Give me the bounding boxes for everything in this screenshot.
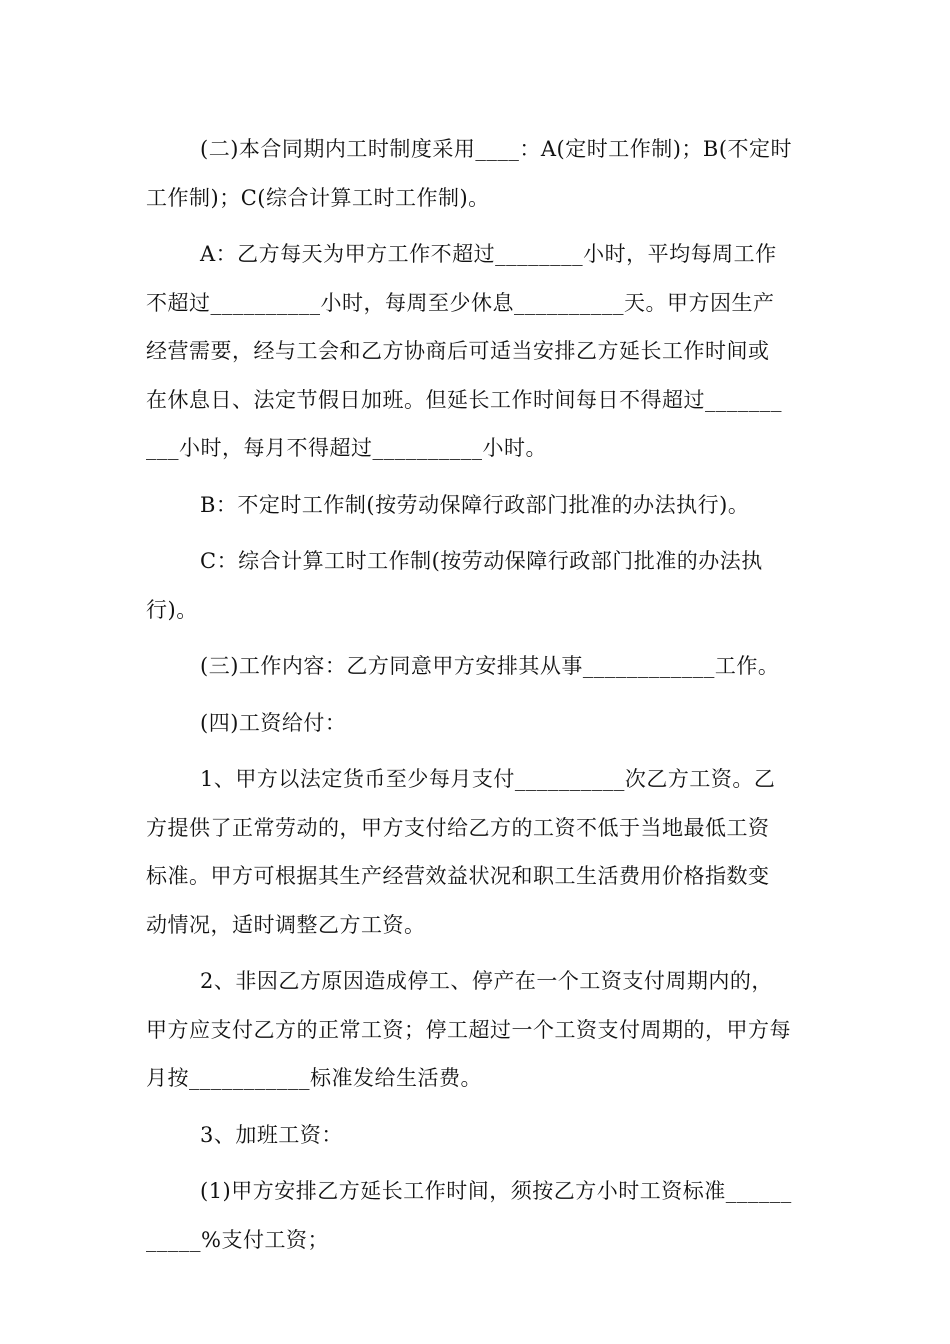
text-line: 动情况，适时调整乙方工资。 (146, 912, 426, 937)
paragraph-option-b (146, 481, 808, 530)
text-line: 不超过__________小时，每周至少休息__________天。甲方因生产 (146, 290, 775, 315)
document-page (146, 125, 808, 1264)
text-line: 标准。甲方可根据其生产经营效益状况和职工生活费用价格指数变 (146, 864, 770, 888)
text-line: 行)。 (146, 597, 198, 622)
paragraph-option-a (146, 230, 808, 473)
text-line: A：乙方每天为甲方工作不超过________小时，平均每周工作 (200, 242, 777, 266)
text-line: ___小时，每月不得超过__________小时。 (146, 436, 547, 460)
paragraph-option-c (146, 537, 808, 634)
paragraph-overtime-heading (146, 1111, 808, 1160)
paragraph-wage-item-2 (146, 957, 808, 1103)
text-line: (二)本合同期内工时制度采用____：A(定时工作制)；B(不定时 (200, 137, 793, 161)
text-line: _____%支付工资； (146, 1227, 329, 1252)
text-line: (三)工作内容：乙方同意甲方安排其从事____________工作。 (200, 654, 780, 678)
text-line: 3、加班工资： (200, 1122, 343, 1147)
text-line: (1)甲方安排乙方延长工作时间，须按乙方小时工资标准______ (200, 1179, 792, 1203)
text-line: 方提供了正常劳动的，甲方支付给乙方的工资不低于当地最低工资 (146, 815, 770, 840)
text-line: 工作制)；C(综合计算工时工作制)。 (146, 185, 490, 210)
paragraph-overtime-item-1 (146, 1167, 808, 1264)
text-line: 甲方应支付乙方的正常工资；停工超过一个工资支付周期的，甲方每 (146, 1017, 791, 1042)
text-line: 2、非因乙方原因造成停工、停产在一个工资支付周期内的， (200, 969, 773, 993)
paragraph-wage-heading (146, 699, 808, 748)
text-line: C：综合计算工时工作制(按劳动保障行政部门批准的办法执 (200, 549, 763, 573)
text-line: 月按___________标准发给生活费。 (146, 1066, 482, 1090)
text-line: 经营需要，经与工会和乙方协商后可适当安排乙方延长工作时间或 (146, 339, 770, 363)
paragraph-wage-item-1 (146, 755, 808, 949)
paragraph-work-hours-system (146, 125, 808, 222)
text-line: 在休息日、法定节假日加班。但延长工作时间每日不得超过_______ (146, 387, 782, 412)
text-line: B：不定时工作制(按劳动保障行政部门批准的办法执行)。 (200, 492, 750, 517)
paragraph-work-content (146, 642, 808, 691)
text-line: 1、甲方以法定货币至少每月支付__________次乙方工资。乙 (200, 767, 776, 791)
text-line: (四)工资给付： (200, 710, 347, 735)
